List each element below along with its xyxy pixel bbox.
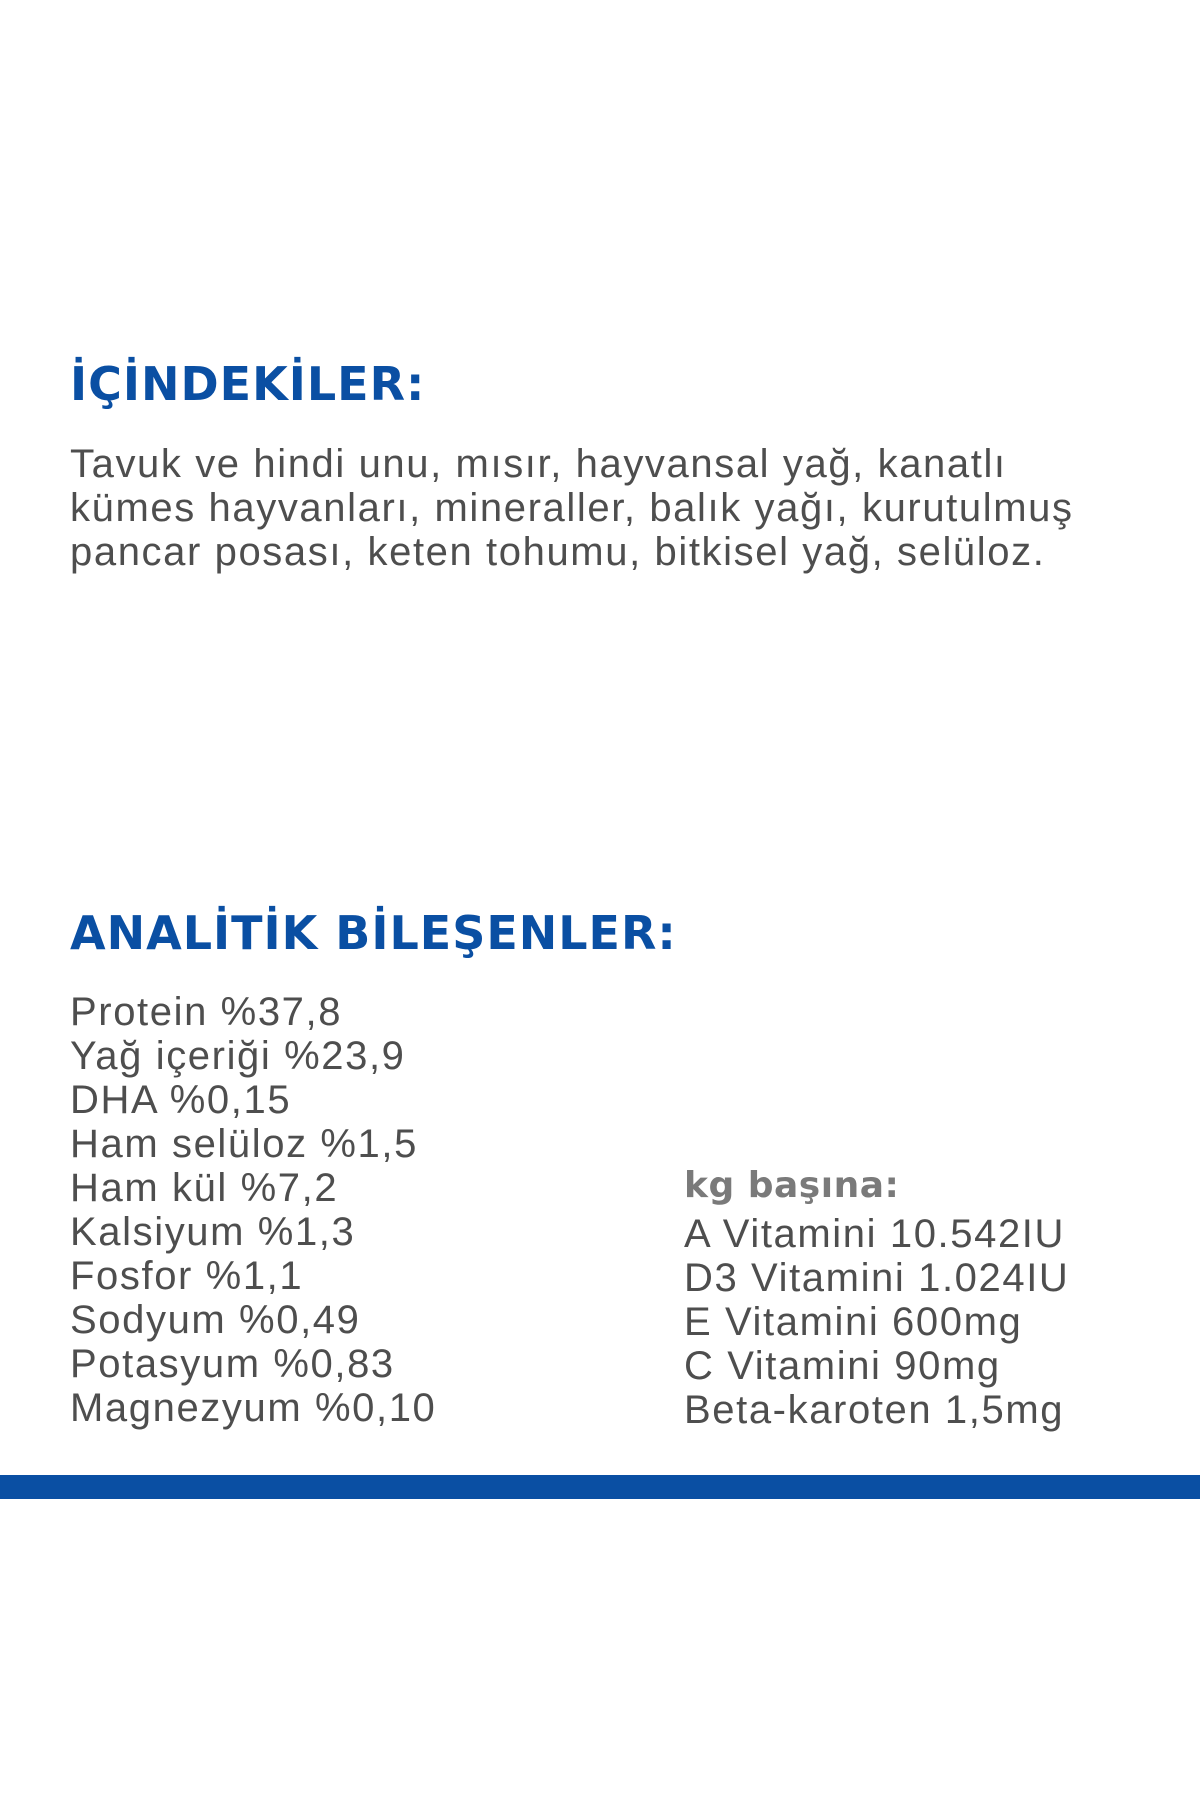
vitamin-item: E Vitamini 600mg: [684, 1300, 1023, 1344]
ingredients-line: pancar posası, keten tohumu, bitkisel yağ, selüloz.: [70, 530, 1046, 574]
vitamin-item: C Vitamini 90mg: [684, 1344, 1001, 1388]
analytic-item: DHA %0,15: [70, 1078, 292, 1122]
analytic-item: Protein %37,8: [70, 990, 343, 1034]
ingredients-line: kümes hayvanları, mineraller, balık yağı, kurutulmuş: [70, 486, 1074, 530]
analytic-item: Yağ içeriği %23,9: [70, 1034, 406, 1078]
vitamin-item: D3 Vitamini 1.024IU: [684, 1256, 1070, 1300]
analytic-item: Ham kül %7,2: [70, 1166, 339, 1210]
per-kg-heading: kg başına:: [684, 1165, 900, 1206]
vitamin-item: Beta-karoten 1,5mg: [684, 1388, 1065, 1432]
vitamin-item: A Vitamini 10.542IU: [684, 1212, 1065, 1256]
ingredients-text: [70, 442, 1150, 574]
analytic-item: Ham selüloz %1,5: [70, 1122, 418, 1166]
analytic-item: Potasyum %0,83: [70, 1342, 395, 1386]
analytic-components-heading: ANALİTİK BİLEŞENLER:: [70, 906, 677, 960]
analytic-item: Magnezyum %0,10: [70, 1386, 437, 1430]
accent-divider-bar: [0, 1475, 1200, 1499]
per-kg-list: [684, 1212, 1069, 1432]
analytic-components-list: [70, 990, 436, 1430]
ingredients-line: Tavuk ve hindi unu, mısır, hayvansal yağ, kanatlı: [70, 442, 1007, 486]
analytic-item: Sodyum %0,49: [70, 1298, 361, 1342]
analytic-item: Kalsiyum %1,3: [70, 1210, 356, 1254]
ingredients-heading: İÇİNDEKİLER:: [70, 357, 426, 411]
per-kg-section: [684, 1164, 1069, 1432]
analytic-item: Fosfor %1,1: [70, 1254, 304, 1298]
